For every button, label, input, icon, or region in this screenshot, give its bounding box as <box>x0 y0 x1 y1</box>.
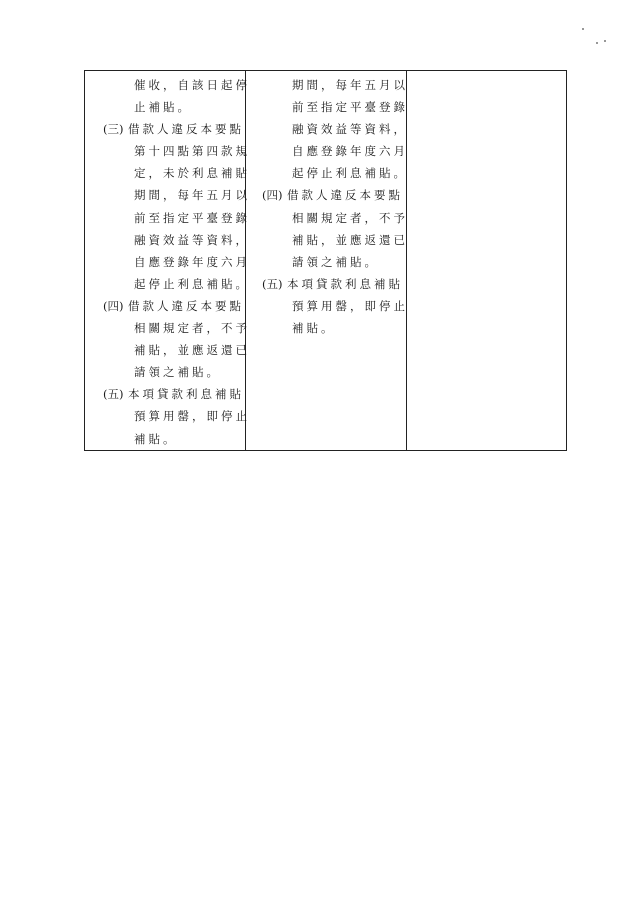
text-line: 自應登錄年度六月 <box>292 144 408 159</box>
comparison-table <box>84 70 567 451</box>
text-line: 融資效益等資料， <box>134 232 250 247</box>
text-line: 期間，每年五月以 <box>292 78 408 92</box>
list-item <box>85 295 250 383</box>
text-line: 補貼。 <box>134 431 178 446</box>
text-line: 催收，自該日起停 <box>134 78 250 92</box>
text-line: 本項貸款利息補貼 <box>287 276 403 291</box>
text-line: 預算用罄，即停止 <box>292 298 408 313</box>
table-cell-middle <box>246 71 407 451</box>
item-marker: (四) <box>262 188 283 203</box>
text-line: 本項貸款利息補貼 <box>128 387 244 402</box>
text-line: 前至指定平臺登錄 <box>292 100 408 115</box>
item-marker: (四) <box>103 298 124 313</box>
text-line: 借款人違反本要點 <box>287 188 403 203</box>
list-item <box>246 184 406 272</box>
list-item <box>246 273 406 339</box>
text-line: 補貼，並應返還已 <box>134 343 250 358</box>
text-line: 起停止利息補貼。 <box>134 276 250 291</box>
item-marker: (五) <box>103 387 124 402</box>
text-line: 起停止利息補貼。 <box>292 166 408 181</box>
text-line: 第十四點第四款規 <box>134 144 250 159</box>
text-line: 預算用罄，即停止 <box>134 409 250 424</box>
scan-speck <box>596 42 598 44</box>
text-line: 相關規定者，不予 <box>134 321 250 336</box>
table-cell-left <box>85 71 250 451</box>
table-cell-right <box>407 71 567 451</box>
scan-speck <box>604 40 606 42</box>
text-line: 請領之補貼。 <box>134 365 221 380</box>
text-line: 借款人違反本要點 <box>128 122 244 137</box>
text-line: 相關規定者，不予 <box>292 210 408 225</box>
text-line: 定，未於利息補貼 <box>134 166 250 181</box>
text-line: 補貼，並應返還已 <box>292 232 408 247</box>
item-marker: (三) <box>103 122 124 137</box>
text-line: 前至指定平臺登錄 <box>134 210 250 225</box>
table-row <box>85 71 567 451</box>
text-line: 請領之補貼。 <box>292 254 379 269</box>
text-line: 止補貼。 <box>134 100 192 115</box>
text-line: 自應登錄年度六月 <box>134 254 250 269</box>
item-marker: (五) <box>262 276 283 291</box>
list-item <box>85 118 250 295</box>
text-line: 借款人違反本要點 <box>128 298 244 313</box>
scan-speck <box>582 28 584 30</box>
text-line: 補貼。 <box>292 321 336 336</box>
text-line: 融資效益等資料， <box>292 122 408 137</box>
text-line: 期間，每年五月以 <box>134 188 250 203</box>
list-item <box>85 383 250 449</box>
